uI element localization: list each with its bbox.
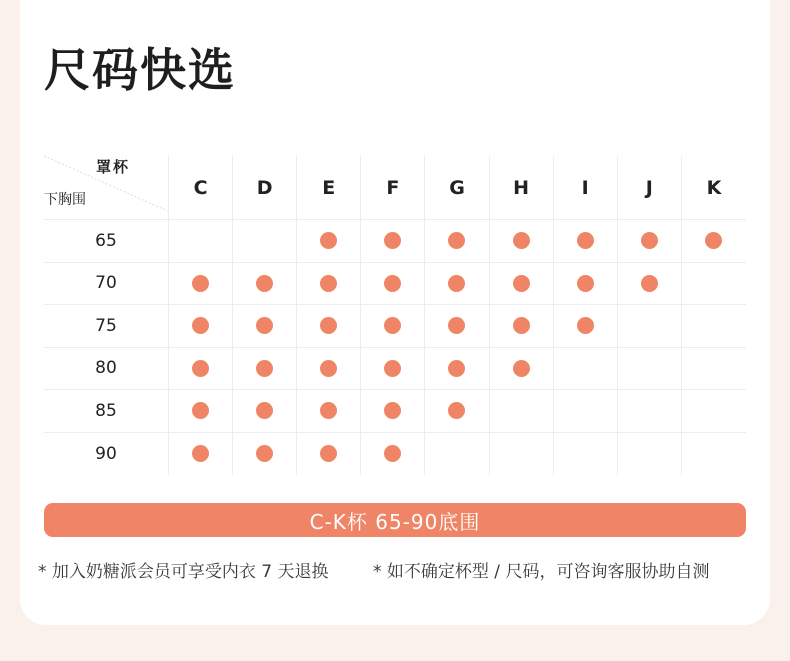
size-cell	[490, 348, 554, 391]
size-cell	[425, 220, 489, 263]
size-cell	[233, 433, 297, 476]
cup-header: F	[361, 156, 425, 220]
available-dot	[320, 232, 337, 249]
available-dot	[705, 232, 722, 249]
available-dot	[513, 275, 530, 292]
available-dot	[256, 317, 273, 334]
size-cell	[618, 263, 682, 306]
page-title: 尺码快选	[44, 43, 236, 97]
available-dot	[256, 275, 273, 292]
size-cell	[682, 390, 746, 433]
band-header: 65	[44, 220, 169, 263]
size-cell	[490, 390, 554, 433]
available-dot	[256, 360, 273, 377]
available-dot	[384, 275, 401, 292]
cup-header: H	[490, 156, 554, 220]
size-cell	[682, 263, 746, 306]
size-cell	[169, 390, 233, 433]
available-dot	[448, 275, 465, 292]
band-header: 85	[44, 390, 169, 433]
available-dot	[320, 317, 337, 334]
available-dot	[577, 232, 594, 249]
cup-header: G	[425, 156, 489, 220]
size-cell	[297, 220, 361, 263]
size-cell	[233, 305, 297, 348]
size-range-banner: C-K杯 65-90底围	[44, 503, 746, 537]
size-cell	[169, 220, 233, 263]
size-cell	[425, 263, 489, 306]
available-dot	[256, 402, 273, 419]
cup-header: K	[682, 156, 746, 220]
size-cell	[169, 433, 233, 476]
available-dot	[641, 275, 658, 292]
size-cell	[233, 220, 297, 263]
size-cell	[425, 390, 489, 433]
available-dot	[513, 317, 530, 334]
size-cell	[490, 305, 554, 348]
size-cell	[554, 263, 618, 306]
available-dot	[513, 232, 530, 249]
size-cell	[618, 390, 682, 433]
member-return-note: * 加入奶糖派会员可享受内衣 7 天退换	[38, 562, 329, 582]
size-cell	[169, 348, 233, 391]
consult-service-note: * 如不确定杯型 / 尺码，可咨询客服协助自测	[373, 562, 710, 582]
size-cell	[425, 348, 489, 391]
size-cell	[554, 220, 618, 263]
size-cell	[233, 390, 297, 433]
available-dot	[448, 360, 465, 377]
size-cell	[297, 433, 361, 476]
size-cell	[490, 433, 554, 476]
size-cell	[361, 305, 425, 348]
cup-header: I	[554, 156, 618, 220]
size-cell	[361, 433, 425, 476]
size-cell	[554, 348, 618, 391]
cup-header: C	[169, 156, 233, 220]
size-cell	[682, 433, 746, 476]
size-cell	[618, 220, 682, 263]
size-cell	[297, 305, 361, 348]
available-dot	[448, 232, 465, 249]
size-cell	[233, 263, 297, 306]
available-dot	[513, 360, 530, 377]
available-dot	[577, 317, 594, 334]
cup-header: J	[618, 156, 682, 220]
size-cell	[554, 305, 618, 348]
available-dot	[192, 317, 209, 334]
available-dot	[320, 402, 337, 419]
size-cell	[233, 348, 297, 391]
available-dot	[256, 445, 273, 462]
size-cell	[361, 220, 425, 263]
cup-header: E	[297, 156, 361, 220]
table-corner-header	[44, 156, 169, 220]
size-chart-table	[44, 156, 746, 475]
cup-header: D	[233, 156, 297, 220]
size-cell	[618, 433, 682, 476]
available-dot	[320, 275, 337, 292]
size-cell	[425, 433, 489, 476]
available-dot	[384, 445, 401, 462]
size-cell	[490, 263, 554, 306]
size-cell	[361, 348, 425, 391]
size-cell	[682, 220, 746, 263]
available-dot	[192, 402, 209, 419]
size-cell	[490, 220, 554, 263]
size-cell	[618, 305, 682, 348]
size-cell	[297, 390, 361, 433]
available-dot	[192, 360, 209, 377]
band-header: 90	[44, 433, 169, 476]
size-cell	[361, 390, 425, 433]
size-cell	[682, 348, 746, 391]
cup-axis-label: 罩杯	[95, 158, 130, 176]
band-header: 80	[44, 348, 169, 391]
size-cell	[297, 263, 361, 306]
available-dot	[320, 445, 337, 462]
available-dot	[577, 275, 594, 292]
available-dot	[384, 402, 401, 419]
size-cell	[554, 390, 618, 433]
size-cell	[297, 348, 361, 391]
band-header: 70	[44, 263, 169, 306]
available-dot	[320, 360, 337, 377]
size-cell	[554, 433, 618, 476]
available-dot	[384, 360, 401, 377]
size-cell	[682, 305, 746, 348]
available-dot	[448, 402, 465, 419]
available-dot	[448, 317, 465, 334]
band-header: 75	[44, 305, 169, 348]
available-dot	[192, 445, 209, 462]
size-cell	[425, 305, 489, 348]
size-cell	[618, 348, 682, 391]
available-dot	[384, 232, 401, 249]
band-axis-label: 下胸围	[44, 192, 86, 208]
available-dot	[641, 232, 658, 249]
size-cell	[169, 263, 233, 306]
size-cell	[361, 263, 425, 306]
size-cell	[169, 305, 233, 348]
available-dot	[384, 317, 401, 334]
available-dot	[192, 275, 209, 292]
